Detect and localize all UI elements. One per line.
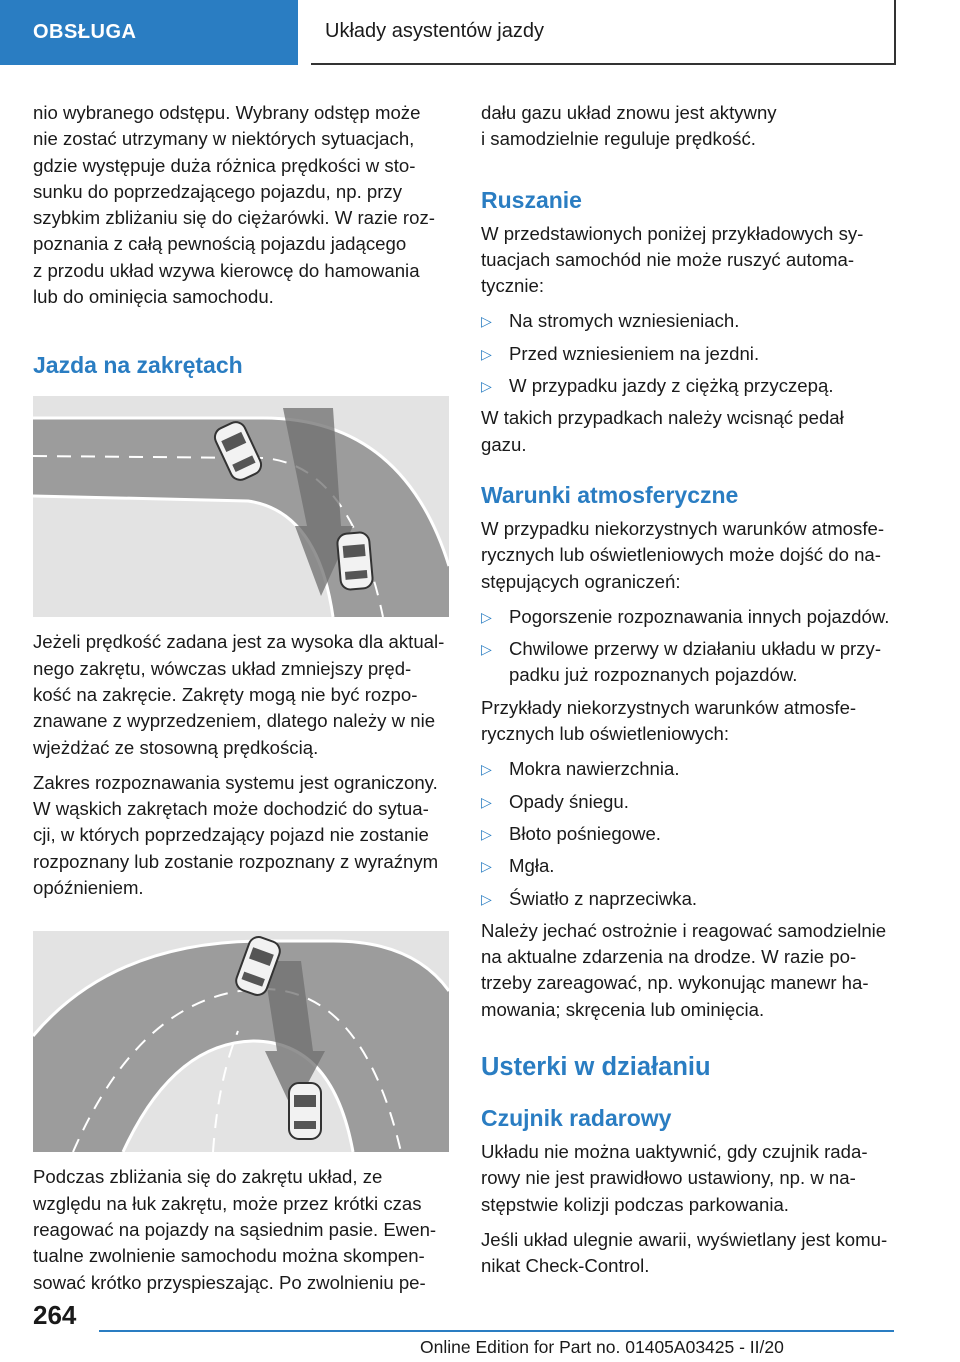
heading-curves: Jazda na zakrętach — [33, 352, 243, 379]
page-number: 264 — [33, 1300, 77, 1330]
list-item — [481, 308, 899, 334]
triangle-bullet-icon: ▷ — [481, 825, 492, 842]
text-line: znawane z wyprzedzeniem, dlatego należy w nie — [33, 710, 436, 732]
triangle-bullet-icon: ▷ — [481, 793, 492, 810]
start-bullet-list — [481, 308, 899, 399]
text-line: wjeżdżać ze stosowną prędkością. — [33, 736, 319, 758]
heading-faults: Usterki w działaniu — [481, 1053, 711, 1082]
text-line: rycznych lub oświetleniowych: — [481, 723, 730, 745]
text-line: poznania z całą pewnością pojazdu jadącego — [33, 233, 407, 255]
curve-illustration-2 — [33, 931, 449, 1152]
triangle-bullet-icon: ▷ — [481, 858, 492, 875]
list-item — [481, 756, 899, 782]
list-item — [481, 604, 899, 630]
text-line: względu na łuk zakrętu, może przez krótki czas — [33, 1192, 422, 1214]
weather-bullet-list-1 — [481, 604, 899, 689]
text-line: opóźnieniem. — [33, 877, 144, 899]
text-line: stępujących ograniczeń: — [481, 570, 681, 592]
triangle-bullet-icon: ▷ — [481, 345, 492, 362]
text-line: szybkim zbliżaniu się do ciężarówki. W razie roz- — [33, 207, 435, 229]
text-line: nikat Check-Control. — [481, 1255, 650, 1277]
list-item-text: Pogorszenie rozpoznawania innych pojazdów. — [509, 605, 890, 627]
text-line: sować krótko przyspieszając. Po zwolnieniu pe- — [33, 1271, 426, 1293]
list-item — [481, 636, 899, 689]
list-item-text: Opady śniegu. — [509, 790, 629, 812]
continuation-paragraph — [481, 100, 899, 153]
text-line: na aktualne zdarzenia na drodze. W razie po- — [481, 946, 857, 968]
text-line: z przodu układ wzywa kierowcę do hamowania — [33, 259, 420, 281]
text-line: cji, w których poprzedzający pojazd nie zostanie — [33, 824, 429, 846]
right-column — [481, 100, 899, 1289]
footer-edition: Online Edition for Part no. 01405A03425 - II/20 — [420, 1337, 784, 1357]
radar-paragraph-1 — [481, 1139, 899, 1218]
text-line: Jeśli układ ulegnie awarii, wyświetlany jest komu- — [481, 1228, 888, 1250]
header-section-label: OBSŁUGA — [33, 21, 137, 43]
text-line: nie zostać utrzymany w niektórych sytuacjach, — [33, 128, 415, 150]
weather-advice-paragraph — [481, 918, 899, 1023]
triangle-bullet-icon: ▷ — [481, 378, 492, 395]
text-line: rozpoznany lub zostanie rozpoznany z wyraźnym — [33, 850, 439, 872]
heading-radar: Czujnik radarowy — [481, 1105, 672, 1132]
radar-paragraph-2 — [481, 1227, 899, 1280]
text-line: trzeby zareagować, np. wykonując manewr ha- — [481, 972, 869, 994]
range-paragraph — [33, 770, 449, 901]
intro-paragraph — [33, 100, 449, 310]
list-item — [481, 373, 899, 399]
text-line: reagować na pojazdy na sąsiednim pasie. Ewen- — [33, 1218, 437, 1240]
list-item-text: Na stromych wzniesieniach. — [509, 310, 740, 332]
text-line: stępstwie kolizji podczas parkowania. — [481, 1193, 789, 1215]
text-line: tuacjach samochód nie może ruszyć automa- — [481, 248, 855, 270]
start-outro-paragraph — [481, 405, 899, 458]
text-line: W wąskich zakrętach może dochodzić do sytua- — [33, 798, 429, 820]
weather-bullet-list-2 — [481, 756, 899, 911]
text-line: W takich przypadkach należy wcisnąć pedał — [481, 407, 844, 429]
speed-paragraph — [33, 629, 449, 760]
list-item — [481, 853, 899, 879]
text-line: mowania; skręcenia lub ominięcia. — [481, 998, 765, 1020]
header-chapter-tab — [311, 0, 896, 65]
list-item — [481, 821, 899, 847]
left-column — [33, 100, 449, 1305]
text-line: dału gazu układ znowu jest aktywny — [481, 102, 777, 123]
list-item-text: W przypadku jazdy z ciężką przyczepą. — [509, 375, 834, 397]
text-line: i samodzielnie reguluje prędkość. — [481, 128, 756, 150]
weather-examples-paragraph — [481, 695, 899, 748]
triangle-bullet-icon: ▷ — [481, 313, 492, 330]
text-line: kość na zakręcie. Zakręty mogą nie być rozpo- — [33, 683, 418, 705]
text-line: tycznie: — [481, 275, 545, 297]
text-line: Podczas zbliżania się do zakrętu układ, ze — [33, 1166, 383, 1188]
weather-intro-paragraph — [481, 516, 899, 595]
start-intro-paragraph — [481, 221, 899, 300]
text-line: Jeżeli prędkość zadana jest za wysoka dla aktual- — [33, 631, 445, 653]
list-item — [481, 886, 899, 912]
text-line: rycznych lub oświetleniowych może dojść do na- — [481, 544, 881, 566]
text-line: W przedstawionych poniżej przykładowych sy- — [481, 222, 864, 244]
text-line: sunku do poprzedzającego pojazdu, np. przy — [33, 180, 403, 202]
list-item-text: Przed wzniesieniem na jezdni. — [509, 342, 760, 364]
text-line: Zakres rozpoznawania systemu jest ograniczony. — [33, 771, 438, 793]
text-line: W przypadku niekorzystnych warunków atmosfe- — [481, 517, 885, 539]
list-item — [481, 341, 899, 367]
text-line: Przykłady niekorzystnych warunków atmosfe- — [481, 696, 857, 718]
header-chapter-label: Układy asystentów jazdy — [325, 20, 544, 42]
triangle-bullet-icon: ▷ — [481, 890, 492, 907]
approach-paragraph — [33, 1164, 449, 1295]
list-item-text: Błoto pośniegowe. — [509, 822, 661, 844]
heading-start: Ruszanie — [481, 186, 582, 213]
list-item-text: Światło z naprzeciwka. — [509, 887, 698, 909]
footer-divider — [99, 1330, 894, 1332]
triangle-bullet-icon: ▷ — [481, 641, 492, 658]
list-item-text: Mokra nawierzchnia. — [509, 758, 680, 780]
text-line: nego zakrętu, wówczas układ zmniejszy pręd- — [33, 657, 412, 679]
text-line: Układu nie można uaktywnić, gdy czujnik rada- — [481, 1141, 868, 1163]
triangle-bullet-icon: ▷ — [481, 761, 492, 778]
text-line: Należy jechać ostrożnie i reagować samodzielnie — [481, 919, 887, 941]
text-line: rowy nie jest prawidłowo ustawiony, np. w na- — [481, 1167, 856, 1189]
list-item-text: Chwilowe przerwy w działaniu układu w przy- padku już rozpoznanych pojazdów. — [509, 638, 882, 686]
list-item-text: Mgła. — [509, 855, 555, 877]
text-line: gazu. — [481, 433, 527, 455]
header-section-tab — [0, 0, 298, 65]
heading-weather: Warunki atmosferyczne — [481, 481, 739, 508]
curve-illustration-1 — [33, 396, 449, 617]
text-line: nio wybranego odstępu. Wybrany odstęp może — [33, 102, 421, 123]
text-line: gdzie występuje duża różnica prędkości w sto- — [33, 154, 416, 176]
text-line: lub do ominięcia samochodu. — [33, 286, 274, 308]
list-item — [481, 789, 899, 815]
triangle-bullet-icon: ▷ — [481, 608, 492, 625]
text-line: tualne zwolnienie samochodu można skompen- — [33, 1245, 425, 1267]
